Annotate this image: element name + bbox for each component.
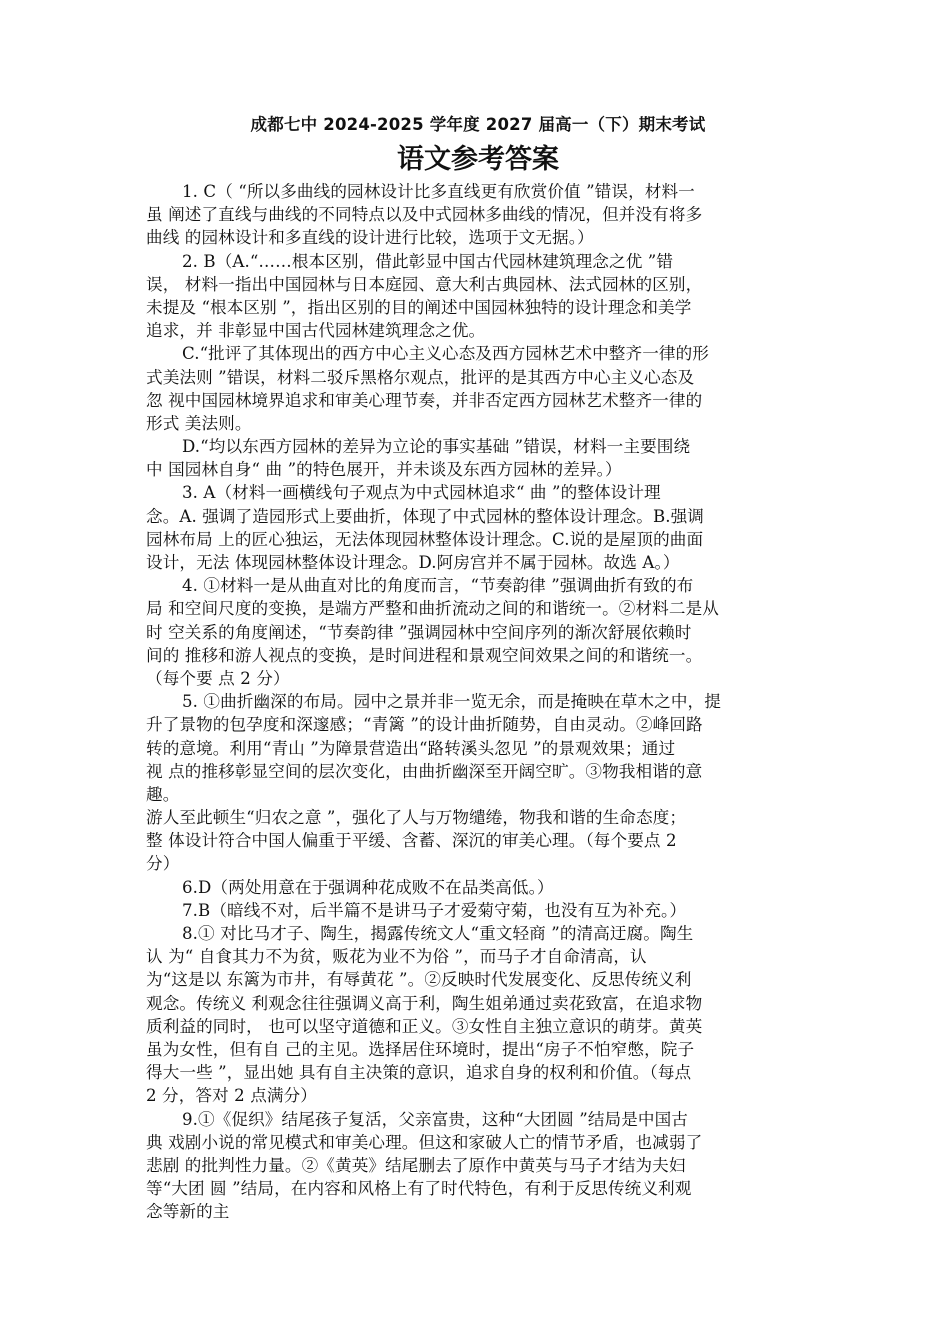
text-line: 误， 材料一指出中国园林与日本庭园、意大利古典园林、法式园林的区别， xyxy=(146,274,703,294)
text-line: 趣。 xyxy=(146,784,180,804)
text-line: 观念。传统义 利观念往往强调义高于利，陶生姐弟通过卖花致富，在追求物 xyxy=(146,993,703,1013)
text-line: 6.D（两处用意在于强调种花成败不在品类高低。） xyxy=(182,877,554,897)
text-line: 8.① 对比马才子、陶生，揭露传统文人“重文轻商 ”的清高迂腐。陶生 xyxy=(182,924,694,943)
text-line: D.“均以东西方园林的差异为立论的事实基础 ”错误，材料一主要围绕 xyxy=(182,437,691,457)
text-line: 3. A（材料一画横线句子观点为中式园林追求“ 曲 ”的整体设计理 xyxy=(182,483,661,503)
text-line: 忽 视中国园林境界追求和审美心理节奏，并非否定西方园林艺术整齐一律的 xyxy=(146,390,703,410)
text-line: 式美法则 ”错误，材料二驳斥黑格尔观点，批评的是其西方中心主义心态及 xyxy=(146,367,695,387)
exam-title: 成都七中 2024-2025 学年度 2027 届高一（下）期末考试 xyxy=(250,115,706,134)
text-line: 追求，并 非彰显中国古代园林建筑理念之优。 xyxy=(146,321,486,341)
answer-sheet-page xyxy=(146,112,810,1223)
text-line: 中 国园林自身“ 曲 ”的特色展开，并未谈及东西方园林的差异。） xyxy=(146,460,622,480)
text-line: 园林布局 上的匠心独运，无法体现园林整体设计理念。C.说的是屋顶的曲面 xyxy=(146,529,704,549)
text-line: 升了景物的包孕度和深邃感；“青篱 ”的设计曲折随势，自由灵动。②峰回路 xyxy=(146,715,703,735)
text-line: 虽为女性，但有自 己的主见。选择居住环境时，提出“房子不怕窄憋，院子 xyxy=(146,1039,695,1059)
text-line: 形式 美法则。 xyxy=(146,413,252,433)
text-line: 4. ①材料一是从曲直对比的角度而言，“节奏韵律 ”强调曲折有致的布 xyxy=(182,576,694,596)
text-line: 7.B（暗线不对，后半篇不是讲马子才爱菊守菊，也没有互为补充。） xyxy=(182,900,687,920)
text-line: 为“这是以 东篱为市井，有辱黄花 ”。②反映时代发展变化、反思传统义利 xyxy=(146,970,692,990)
text-line: 9.①《促织》结尾孩子复活，父亲富贵，这种“大团圆 ”结局是中国古 xyxy=(182,1109,688,1129)
text-line: 未提及 “根本区别 ”，指出区别的目的阐述中国园林独特的设计理念和美学 xyxy=(146,297,692,317)
text-line: C.“批评了其体现出的西方中心主义心态及西方园林艺术中整齐一律的形 xyxy=(182,344,709,364)
text-line: 悲剧 的批判性力量。②《黄英》结尾删去了原作中黄英与马子才结为夫妇 xyxy=(146,1155,686,1175)
document-title: 语文参考答案 xyxy=(397,144,559,175)
text-line: 念。A. 强调了造园形式上要曲折，体现了中式园林的整体设计理念。B.强调 xyxy=(146,506,705,526)
text-line: 视 点的推移彰显空间的层次变化，由曲折幽深至开阔空旷。③物我相谐的意 xyxy=(146,761,703,781)
text-line: 念等新的主 xyxy=(146,1202,230,1222)
text-line: 2 分，答对 2 点满分） xyxy=(146,1086,317,1106)
text-line: 整 体设计符合中国人偏重于平缓、含蓄、深沉的审美心理。（每个要点 2 xyxy=(146,831,677,851)
text-line: 得大一些 ”，显出她 具有自主决策的意识，追求自身的权利和价值。（每点 xyxy=(146,1063,692,1083)
text-line: （每个要 点 2 分） xyxy=(146,668,290,688)
text-line: 分） xyxy=(146,854,180,874)
text-line: 间的 推移和游人视点的变换，是时间进程和景观空间效果之间的和谐统一。 xyxy=(146,645,703,665)
text-line: 典 戏剧小说的常见模式和审美心理。但这和家破人亡的情节矛盾，也减弱了 xyxy=(146,1132,703,1152)
text-line: 2. B（A.“……根本区别，借此彰显中国古代园林建筑理念之优 ”错 xyxy=(182,251,674,271)
text-line: 曲线 的园林设计和多直线的设计进行比较，选项于文无据。） xyxy=(146,228,594,248)
text-line: 局 和空间尺度的变换，是端方严整和曲折流动之间的和谐统一。②材料二是从 xyxy=(146,599,719,619)
text-line: 1. C（ “所以多曲线的园林设计比多直线更有欣赏价值 ”错误，材料一 xyxy=(182,182,695,201)
text-line: 认 为“ 自食其力不为贫，贩花为业不为俗 ”，而马子才自命清高，认 xyxy=(146,947,647,967)
text-line: 时 空关系的角度阐述，“节奏韵律 ”强调园林中空间序列的渐次舒展依赖时 xyxy=(146,622,692,642)
answer-body xyxy=(146,180,810,1223)
text-line: 游人至此顿生“归农之意 ”，强化了人与万物缱绻，物我和谐的生命态度； xyxy=(146,808,687,828)
text-line: 转的意境。利用“青山 ”为障景营造出“路转溪头忽见 ”的景观效果；通过 xyxy=(146,738,676,758)
text-line: 5. ①曲折幽深的布局。园中之景并非一览无余，而是掩映在草木之中，提 xyxy=(182,692,721,712)
text-line: 等“大团 圆 ”结局，在内容和风格上有了时代特色，有利于反思传统义利观 xyxy=(146,1179,692,1199)
text-line: 设计，无法 体现园林整体设计理念。D.阿房宫并不属于园林。故选 A。） xyxy=(146,553,680,572)
text-line: 质利益的同时， 也可以坚守道德和正义。③女性自主独立意识的萌芽。黄英 xyxy=(146,1016,703,1036)
text-line: 虽 阐述了直线与曲线的不同特点以及中式园林多曲线的情况，但并没有将多 xyxy=(146,205,703,225)
